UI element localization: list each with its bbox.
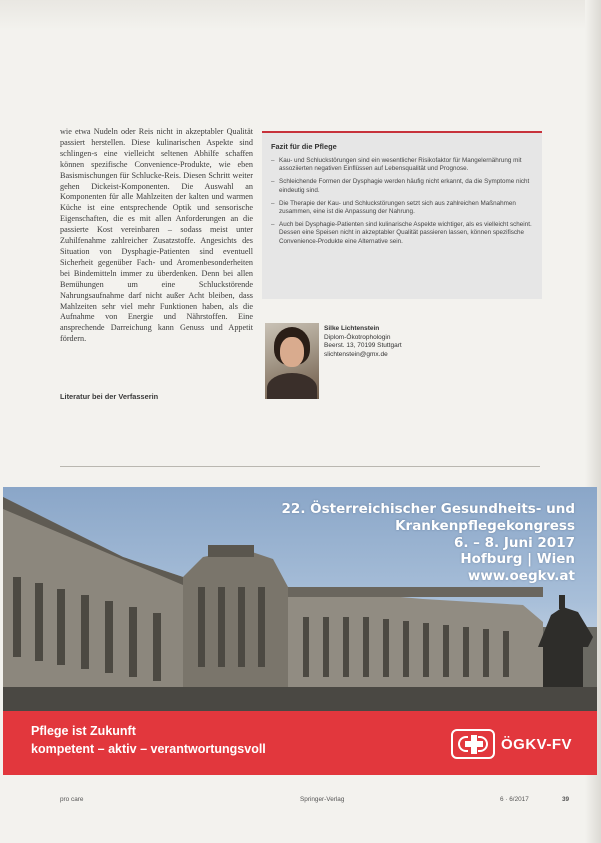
banner-red-strip bbox=[3, 711, 597, 775]
author-block bbox=[265, 323, 545, 399]
divider-line bbox=[60, 466, 540, 467]
oegkv-logo bbox=[451, 727, 572, 761]
page-top-edge bbox=[0, 0, 601, 30]
author-email[interactable]: slichtenstein@gmx.de bbox=[324, 350, 388, 358]
fact-item-text: Schleichende Formen der Dysphagie werden häufig nicht erkannt, da die Symptome nicht eindeutig sind. bbox=[279, 178, 530, 194]
author-info bbox=[324, 325, 524, 359]
congress-advertisement[interactable] bbox=[3, 487, 597, 775]
photo-shoulders bbox=[267, 373, 317, 399]
congress-line: 22. Österreichischer Gesundheits- und bbox=[281, 501, 575, 517]
congress-venue: Hofburg | Wien bbox=[460, 551, 575, 568]
fact-box bbox=[262, 131, 542, 299]
logo-text: ÖGKV-FV bbox=[501, 735, 573, 753]
footer-publisher: Springer-Verlag bbox=[300, 796, 345, 803]
fact-item bbox=[271, 221, 533, 246]
author-name: Silke Lichtenstein bbox=[324, 325, 380, 332]
literature-note: Literatur bei der Verfasserin bbox=[60, 392, 159, 401]
fact-box-title: Fazit für die Pflege bbox=[271, 142, 337, 151]
bullet-icon: – bbox=[271, 178, 275, 186]
fact-item bbox=[271, 178, 533, 194]
footer-journal: pro care bbox=[60, 796, 84, 803]
page-number: 39 bbox=[562, 796, 570, 803]
congress-dates: 6. – 8. Juni 2017 bbox=[453, 534, 575, 551]
cross-logo-icon bbox=[451, 729, 495, 759]
author-photo bbox=[265, 323, 319, 399]
bullet-icon: – bbox=[271, 221, 275, 229]
footer-issue: 6 · 6/2017 bbox=[500, 796, 529, 803]
fact-item-text: Die Therapie der Kau- und Schluckstörungen setzt sich aus zahlreichen Maßnahmen zusammen, eine ist die Anpassung der Nahrung. bbox=[279, 199, 516, 216]
fact-list bbox=[271, 157, 533, 246]
congress-line: Krankenpflegekongress bbox=[395, 517, 575, 534]
slogan-title: Pflege ist Zukunft bbox=[31, 724, 136, 738]
author-title: Diplom-Ökotrophologin bbox=[324, 333, 391, 341]
author-address: Beerst. 13, 70199 Stuttgart bbox=[324, 342, 402, 350]
bullet-icon: – bbox=[271, 157, 275, 164]
fact-item-text: Auch bei Dysphagie-Patienten sind kulinarische Aspekte wichtiger, als es vielleicht scheint. Dessen eine Speisen nicht in akzeptabler Qualität passieren lassen, können spezifische Convenience-Produkte eine Alternative sein. bbox=[279, 221, 532, 245]
article-body-text: wie etwa Nudeln oder Reis nicht in akzeptabler Qualität passiert herstellen. Diese kulinarischen Aspekte sind schlingen-s eine vielleicht seltenen Abhilfe schaffen können spezifische Convenience-Produkte, wie eben Basismischungen für Schlucke-Reis. Diesen Schritt weiter gehen Dickeist-Komponenten. Die Auswahl an Komponenten für alle Mahlzeiten der kalten und warmen Küche ist eine entsprechende Optik und sensorische Eigenschaften, die es mit allen Anforderungen an die passierte Kost vereinbaren – sodass meist unter Zuhilfenahme zahlreicher Zusatzstoffe. Angesichts des Situation von Dysphagie-Patienten sind eventuell Sicherheit gegenüber Fach- und Aromenbesonderheiten bei Bindemitteln immer zu überdenken. Denn bei allen Bemühungen um eine Schluckstörende Nahrungsaufnahme darf nicht außer Acht bleiben, dass Mahlzeiten sehr viel mehr Funktionen haben, als die Aufnahme von Energie und Nährstoffen. Eine ansprechende Darreichung kann Genuss und Appetit fördern. bbox=[60, 127, 253, 344]
slogan-subtitle: kompetent – aktiv – verantwortungsvoll bbox=[31, 742, 266, 756]
photo-face bbox=[280, 337, 304, 367]
congress-info bbox=[282, 501, 575, 585]
fact-item-text: Kau- und Schluckstörungen sind ein wesentlicher Risikofaktor für Mangelernährung mit assoziierten negativen Einflüssen auf Lebensqualität und Prognose. bbox=[279, 157, 522, 173]
fact-item bbox=[271, 200, 533, 216]
fact-item bbox=[271, 157, 533, 173]
bullet-icon: – bbox=[271, 199, 275, 207]
congress-url[interactable]: www.oegkv.at bbox=[467, 568, 575, 585]
